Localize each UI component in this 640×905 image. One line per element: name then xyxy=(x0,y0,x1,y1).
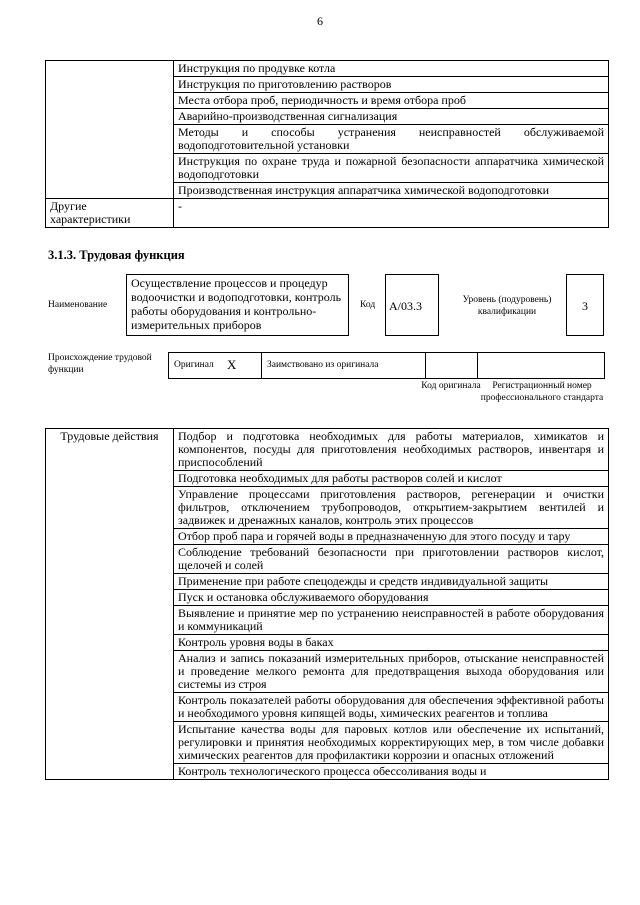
table-cell: Контроль технологического процесса обессоливания воды и xyxy=(174,764,609,780)
labor-actions-table xyxy=(45,428,609,780)
table-cell: Подготовка необходимых для работы растворов солей и кислот xyxy=(174,471,609,487)
table-cell: Инструкция по приготовлению растворов xyxy=(174,77,609,93)
original-mark: X xyxy=(227,357,237,372)
table-cell: Контроль уровня воды в баках xyxy=(174,635,609,651)
reg-number-label: Регистрационный номер профессионального стандарта xyxy=(480,381,604,403)
table-cell: Отбор проб пара и горячей воды в предназначенную для этого посуду и тару xyxy=(174,529,609,545)
level-label: Уровень (подуровень) квалификации xyxy=(462,295,552,317)
section-title: 3.1.3. Трудовая функция xyxy=(48,248,185,262)
table-cell: Инструкция по охране труда и пожарной безопасности аппаратчика химической водоподготовки xyxy=(174,154,609,183)
origin-row xyxy=(168,352,605,379)
table-cell: Методы и способы устранения неисправностей обслуживаемой водоподготовительной установки xyxy=(174,125,609,154)
divider xyxy=(261,352,262,379)
table-cell: Аварийно-производственная сигнализация xyxy=(174,109,609,125)
other-characteristics-label: Другие характеристики xyxy=(46,199,174,228)
table-cell: Подбор и подготовка необходимых для работы материалов, химикатов и компонентов, посуды для приготовления необходимых растворов, инвентаря и приспособлений xyxy=(174,429,609,471)
empty-label-cell xyxy=(46,61,174,199)
divider xyxy=(425,352,426,379)
table-row xyxy=(46,429,609,471)
actions-label: Трудовые действия xyxy=(46,429,174,780)
table-cell: Испытание качества воды для паровых котлов или обеспечение их испытаний, регулировки и принятия необходимых корректирующих мер, в том числе добавки химических реагентов для профилактики коррозии и опасных отложений xyxy=(174,722,609,764)
table-cell: Места отбора проб, периодичность и время отбора проб xyxy=(174,93,609,109)
table-cell: Применение при работе спецодежды и средств индивидуальной защиты xyxy=(174,574,609,590)
page-number: 6 xyxy=(317,14,323,28)
table-cell: Инструкция по продувке котла xyxy=(174,61,609,77)
table-cell: Соблюдение требований безопасности при приготовлении растворов кислот, щелочей и солей xyxy=(174,545,609,574)
table-cell: Управление процессами приготовления растворов, регенерации и очистки фильтров, отключением трубопроводов, открытием-закрытием вентилей и задвижек и дренажных каналов, контроль этих процессов xyxy=(174,487,609,529)
borrowed-label: Заимствовано из оригинала xyxy=(267,360,379,370)
original-label: Оригинал xyxy=(174,360,214,370)
table-cell: Контроль показателей работы оборудования для обеспечения эффективной работы и необходимого уровня кипящей воды, химических реагентов и топлива xyxy=(174,693,609,722)
level-value: 3 xyxy=(566,274,604,336)
table-row xyxy=(46,199,609,228)
requirements-table xyxy=(45,60,609,228)
other-characteristics-value: - xyxy=(174,199,609,228)
name-label: Наименование xyxy=(48,300,108,310)
table-cell: Производственная инструкция аппаратчика химической водоподготовки xyxy=(174,183,609,199)
divider xyxy=(477,352,478,379)
code-label: Код xyxy=(360,300,376,310)
orig-code-label: Код оригинала xyxy=(421,381,481,391)
origin-label: Происхождение трудовой функции xyxy=(48,353,152,375)
function-name: Осуществление процессов и процедур водоочистки и водоподготовки, контроль работы оборудования и контрольно-измерительных приборов xyxy=(126,274,349,336)
table-cell: Пуск и остановка обслуживаемого оборудования xyxy=(174,590,609,606)
code-value: А/03.3 xyxy=(385,274,439,336)
table-row xyxy=(46,61,609,77)
table-cell: Выявление и принятие мер по устранению неисправностей в работе оборудования и коммуникаций xyxy=(174,606,609,635)
table-cell: Анализ и запись показаний измерительных приборов, отыскание неисправностей и проведение мелкого ремонта для предотвращения выхода оборудования или системы из строя xyxy=(174,651,609,693)
